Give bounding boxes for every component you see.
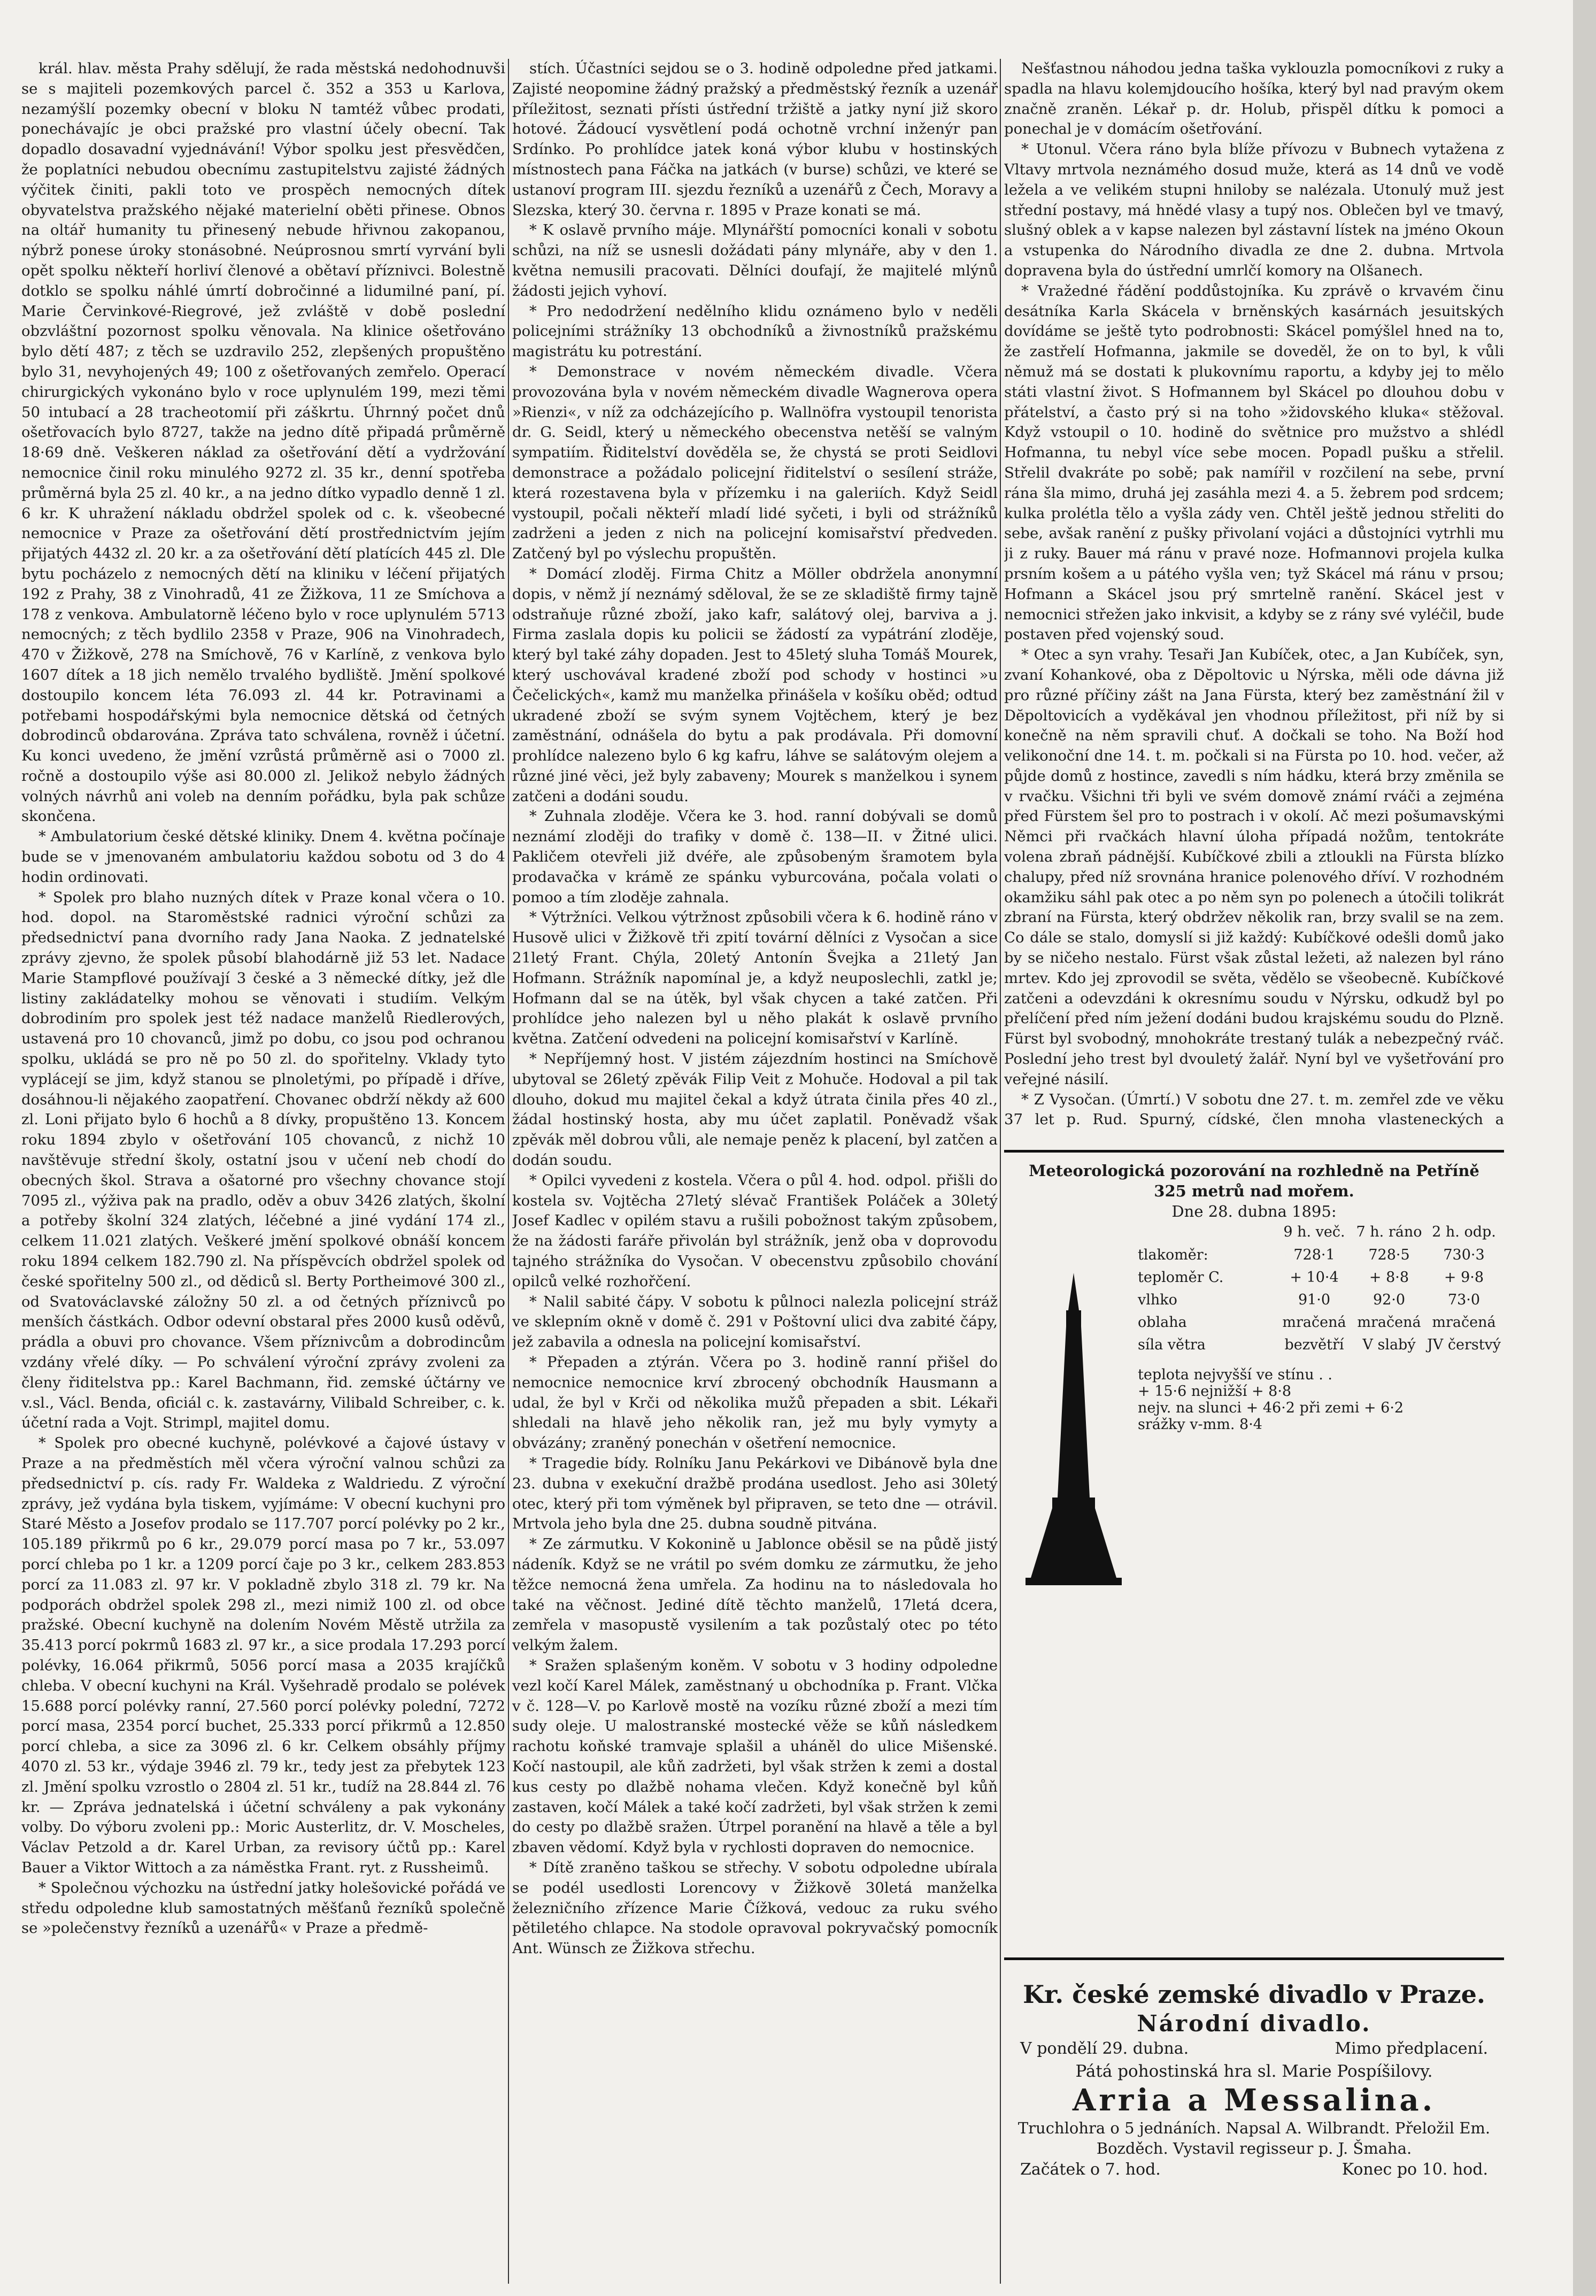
article-paragraph: * Výtržníci. Velkou výtržnost způsobili včera k 6. hodině ráno v Husově ulici v Žižkově tři zpití tovární dělníci z Vysočan a sice 21letý Frant. Chýla, 20letý Antonín Švejka a 21letý Jan Hofmann. Strážník napomínal je, a když neuposlechli, zatkl je; Hofmann dal se na útěk, byl však chycen a také zatčen. Při prohlídce jeho nalezen byl u něho plakát k oslavě prvního května. Zatčení odvedeni na policejní komisařství v Karlíně. <box>512 909 998 1048</box>
weather-row <box>1138 1266 1507 1288</box>
article-paragraph: * Vražedné řádění poddůstojníka. Ku zprávě o krvavém činu desátníka Karla Skácela v brněnských kasárnách jesuitských dovídáme se ještě tyto podrobnosti: Skácel pomýšlel hned na to, že zastřelí Hofmanna, jakmile se doveděl, že on to byl, k vůli němuž má se dostati k plukovnímu raportu, a kdyby jej to mělo státi vlastní život. S Hofmannem byl Skácel po dlouhou dobu v přátelství, a často prý si na toho »židovského kluka« stěžoval. Když vstoupil o 10. hodině do světnice pro mužstvo a shlédl Hofmanna, tu nebyl více sebe mocen. Popadl pušku a střelil. Střelil dvakráte po sobě; pak namířil v rozčilení na sebe, první rána šla mimo, druhá jej zasáhla mezi 4. a 5. žebrem pod srdcem; kulka prolétla tělo a vyšla zády ven. Chtěl ještě jednou střeliti do sebe, avšak ranění z pušky přivolaní vojáci a důstojníci vytrhli mu ji z ruky. Bauer má ránu v pravé noze. Hofmannovi projela kulka prsním košem a u pátého vyšla ven; tyž Skácel má ránu v prsou; Hofmann a Skácel jsou prý smrtelně ranění. Skácel jest v nemocnici střežen jako inkvisit, a kdyby se z rány své vyléčil, bude postaven před vojenský soud. <box>1004 282 1504 643</box>
weather-value: + 8·8 <box>1369 1269 1409 1286</box>
weather-row <box>1138 1333 1507 1356</box>
article-paragraph: * Tragedie bídy. Rolníku Janu Pekárkovi ve Dibánově byla dne 23. dubna v exekuční dražbě prodána usedlost. Jeho asi 30letý otec, který při tom výměnek byl připraven, se teto dne — otrávil. Mrtvola jeho byla dne 25. dubna soudně pitvána. <box>512 1454 998 1533</box>
end-time: Konec po 10. hod. <box>1341 2160 1488 2179</box>
weather-headers <box>1277 1224 1507 1240</box>
article-paragraph: * Utonul. Včera ráno byla blíže přívozu v Bubnech vytažena z Vltavy mrtvola neznámého dosud muže, která as 14 dnů ve vodě ležela a ve velikém stupni hniloby se nalézala. Utonulý muž jest střední postavy, má hnědé vlasy a tupý nos. Oblečen byl ve tmavý, slušný oblek a v kapse nalezen byl zástavní lístek na jméno Okoun a vstupenka do Národního divadla ze dne 2. dubna. Mrtvola dopravena byla do ústřední umrlčí komory na Olšanech. <box>1004 141 1504 279</box>
start-time: Začátek o 7. hod. <box>1020 2160 1161 2179</box>
theatre-advert <box>1004 1979 1504 2181</box>
article-paragraph: * Pro nedodržení nedělního klidu oznámeno bylo v neděli policejními strážníky 13 obchodníků a živnostníků pražskému magistrátu ku potrestání. <box>512 302 998 360</box>
section-rule <box>1004 1957 1504 1960</box>
column-rule <box>508 59 509 2284</box>
column-2 <box>512 59 998 2289</box>
play-description: Truchlohra o 5 jednáních. Napsal A. Wilbrandt. Přeložil Em. Bozděch. Vystavil regisseur p. J. Šmaha. <box>1017 2119 1491 2157</box>
article-paragraph: * Demonstrace v novém německém divadle. Včera provozována byla v novém německém divadle Wagnerova opera »Rienzi«, v níž za odcházejícího p. Wallnöfra vystoupil tenorista dr. G. Seidl, který u německého obecenstva netěší se valným sympatiím. Řiditelství dověděla se, že chystá se proti Seidlovi demonstrace a požádalo policejní řiditelství o sesílení stráže, která rozestavena byla v přízemku i na galeriích. Když Seidl vystoupil, počali někteří mladí lidé syčeti, i byli od strážníků zadrženi a jeden z nich na policejní komisařství předveden. Zatčený byl po výslechu propuštěn. <box>512 363 998 563</box>
theatre-date: V pondělí 29. dubna. <box>1020 2039 1189 2058</box>
weather-header: 7 h. ráno <box>1356 1224 1422 1240</box>
theatre-date-row <box>1004 2038 1504 2060</box>
weather-value: 728·5 <box>1368 1246 1410 1263</box>
column-1 <box>21 59 505 2289</box>
article-paragraph: * Otec a syn vrahy. Tesaři Jan Kubíček, otec, a Jan Kubíček, syn, zvaní Kohankové, oba z Dĕpoltovic u Nýrska, měli ode dávna již pro různé příčiny zášt na Jana Fürsta, který bez zaměstnání žil v Dĕpoltovicích a vyděkával jen vhodnou příležitost, při níž by si konečně na něm spravili chuť. A dočkali se toho. Na Boží hod velikonoční dne 14. t. m. počkali si na Fürsta po 10. hod. večer, až půjde domů z hostince, zavedli s ním hádku, která brzy změnila se v rvačku. Všichni tři byli ve svém domově známí rváči a zejména před Fürstem šel pro to postrach i v okolí. Ač mezi pošumavskými Němci při rvačkách hlavní úloha případá nožům, tentokráte volena zbraň pádnější. Kubíčkové zbili a ztloukli na Fürsta blízko chalupy, před níž srovnána hranice polenového dříví. V rozhodném okamžiku sáhl pak otec a po něm syn po polenech a útočili tolikrát zbraní na Fürsta, který obdržev několik ran, brzy svalil se na zem. Co dále se stalo, domyslí si již každý: Kubíčkové odešli domů jako by se ničeho nestalo. Fürst však zůstal ležeti, až nalezen byl ráno mrtev. Kdo jej zprovodil se světa, vědělo se všeobecně. Kubíčkové zatčeni a odevzdáni k okresnímu soudu v Nýrsku, odkudž byl po přelíčení před ním ježení dodáni budou krajskému soudu do Plzně. Fürst byl svobodný, mnohokráte trestaný tulák a nebezpečný rváč. Poslední jeho trest byl dvouletý žalář. Nyní byl ve vyšetřování pro veřejné násilí. <box>1004 646 1504 1088</box>
article-paragraph: král. hlav. města Prahy sdělují, že rada městská nedohodnuvši se s majiteli pozemkových parcel č. 352 a 353 u Karlova, nezamýšlí pozemky obecní v bloku N tamtéž vůbec prodati, ponechávajíc je obci pražské pro vlastní účely obecní. Tak dopadlo dosavadní vyjednávání! Výbor spolku jest přesvědčen, že poplatníci nebudou obecnímu zastupitelstvu zajisté žádných výčitek činiti, pakli toto ve prospěch nemocných dítek obyvatelstva pražského nějaké materielní oběti přinese. Obnos na oltář humanity tu přinesený nebude hřivnou zakopanou, nýbrž ponese úroky stonásobné. Neúprosnou smrtí vyrvání byli opět spolku někteří horliví členové a obětaví příznivci. Bolestně dotklo se spolku náhlé úmrtí dobročinné a lidumilné paní, pí. Marie Červinkové-Riegrové, jež zvláště v době poslední obzvláštní pozornost spolku věnovala. Na klinice ošetřováno bylo dětí 487; z těch se uzdravilo 252, zlepšených propuštěno bylo 31, nevyhojených 49; 100 z ošetřovaných zemřelo. Operací chirurgických vykonáno bylo v roce uplynulém 199, mezi těmi 50 intubací a 28 tracheotomií při záškrtu. Úhrnný počet dnů ošetřovacích bylo 8727, takže na jedno dítě připadá průměrně 18·69 dně. Veškeren náklad za ošetřování dětí a vydržování nemocnice činil roku minulého 9272 zl. 35 kr., denní spotřeba průměrná byla 25 zl. 40 kr., a na jedno dítko vypadlo denně 1 zl. 6 kr. K uhražení nákladu obdržel spolek od c. k. všeobecné nemocnice v Praze za ošetřování dětí prostřednictvím jejím přijatých 4432 zl. 20 kr. a za ošetřování dětí platících 445 zl. Dle bytu pocházelo z nemocných dětí na kliniku v léčení přijatých 192 z Prahy, 38 z Vinohradů, 41 ze Žižkova, 11 ze Smíchova a 178 z venkova. Ambulatorně léčeno bylo v roce uplynulém 5713 nemocných; z těch bydlilo 2358 v Praze, 906 na Vinohradech, 470 v Žižkově, 278 na Smíchově, 76 v Karlíně, z venkova bylo 1607 dítek a 18 jich nemělo trvalého bydliště. Jmění spolkové dostoupilo koncem léta 76.093 zl. 44 kr. Potravinami a potřebami hospodářskými byla nemocnice dětská od četných dobrodinců obdarována. Zpráva tato schválena, rovněž i účetní. Ku konci uvedeno, že jmění vzrůstá průměrně asi o 7000 zl. ročně a dostoupilo výše asi 80.000 zl. Jelikož nebylo žádných volných návrhů ani voleb na denním pořádku, byla pak schůze skončena. <box>21 60 505 825</box>
temp-rain: srážky v-mm. 8·4 <box>1138 1416 1262 1433</box>
temp-max: + 15·6 nejnižší + 8·8 <box>1138 1383 1292 1400</box>
weather-value: + 9·8 <box>1444 1269 1484 1286</box>
weather-value: 92·0 <box>1373 1291 1406 1308</box>
article-paragraph: * Nalil sabité čápy. V sobotu k půlnoci nalezla policejní stráž ve sklepním okně v domě č. 291 v Poštovní ulici dva zabité čápy, jež zabavila a odnesla na policejní komisařství. <box>512 1293 998 1351</box>
page-edge <box>1573 0 1596 2296</box>
article-paragraph: * Dítě zraněno taškou se střechy. V sobotu odpoledne ubírala se podél usedlosti Lorencovy v Žižkově 30letá manželka železničního zřízence Marie Čížková, vedouc za ruku svého pětiletého chlapce. Na stodole opravoval pokryvačský pomocník Ant. Wünsch ze Žižkova střechu. <box>512 1859 998 1957</box>
weather-value: bezvětří <box>1284 1336 1344 1353</box>
article-paragraph: * Spolek pro obecné kuchyně, polévkové a čajové ústavy v Praze a na předměstích měl včera výroční valnou schůzi za předsednictví p. cís. rady Fr. Waldeka z Waldriedu. Z výroční zprávy, jež vydána byla tiskem, vyjímáme: V obecní kuchyni pro Staré Město a Josefov prodalo se 117.707 porcí polévky po 2 kr., 105.189 přikrmů po 6 kr., 29.079 porcí masa po 7 kr., 53.097 porcí chleba po 1 kr. a 1209 porcí čaje po 3 kr., celkem 283.853 porcí za 11.083 zl. 97 kr. V pokladně zbylo 318 zl. 79 kr. Na podporách obdržel spolek 298 zl., mezi nimiž 100 zl. od obce pražské. Obecní kuchyně na dolením Novém Městě utržila za 35.413 porcí pokrmů 1683 zl. 97 kr., a sice prodala 17.293 porcí polévky, 16.064 přikrmů, 5056 porcí masa a 2035 krajíčků chleba. V obecní kuchyni na Král. Vyšehradě prodalo se polévek 15.688 porcí polévky ranní, 27.560 porcí polévky polední, 7272 porcí masa, 2354 porcí buchet, 25.333 porcí přikrmů a 12.850 porcí chleba, a sice za 3096 zl. 6 kr. Celkem obsáhly příjmy 4070 zl. 53 kr., výdaje 3946 zl. 79 kr., tedy jest za přebytek 123 zl. Jmění spolku vzrostlo o 2804 zl. 51 kr., tudíž na 28.844 zl. 76 kr. — Zpráva jednatelská i účetní schváleny a pak vykonány volby. Do výboru zvoleni pp.: Moric Austerlitz, dr. V. Moscheles, Václav Petzold a dr. Karel Urban, za revisory účtů pp.: Karel Bauer a Viktor Wittoch a za náměstka Frant. ryt. z Russheimů. <box>21 1434 505 1876</box>
weather-value: + 10·4 <box>1290 1269 1339 1286</box>
weather-title: Meteorologická pozorování na rozhledně na Petříně <box>1029 1162 1479 1180</box>
article-paragraph: * Zuhnala zloděje. Včera ke 3. hod. ranní dobývali se domů neznámí zloději do trafiky v domě č. 138—II. v Žitné ulici. Pakličem otevřeli již dvéře, ale způsobeným šramotem byla prodavačka v krámě ze spánku vyburcována, počala volati o pomoo a tím zloděje zahnala. <box>512 808 998 906</box>
weather-date: Dne 28. dubna 1895: <box>1171 1202 1337 1220</box>
weather-value: V slabý <box>1362 1336 1416 1353</box>
article-paragraph: * Sražen splašeným koněm. V sobotu v 3 hodiny odpoledne vezl kočí Karel Málek, zaměstnaný u obchodníka p. Frant. Vlčka v č. 128—V. po Karlově mostě na vozíku různé zboží a mezi tím sudy oleje. U malostranské mostecké věže se kůň následkem rachotu koňské tramvaje splašil a uháněl do ulice Mišenské. Kočí nastoupil, ale kůň zadržeti, byl však stržen k zemi a dostal kus cesty po dlažbě nohama vlečen. Když konečně byl kůň zastaven, kočí Málek a také kočí zadržeti, byl však stržen k zemi do cesty po dlažbě sražen. Útrpel poranění na hlavě a těle a byl zbaven vědomí. Když byla v rychlosti dopraven do nemocnice. <box>512 1656 998 1856</box>
temp-title: teplota nejvyšší ve stínu . . <box>1138 1366 1332 1383</box>
weather-box <box>1004 1161 1504 1931</box>
article-paragraph: * Společnou výchozku na ústřední jatky holešovické pořádá ve středu odpoledne klub samostatných měšťanů řezníků společně se »polečenstvy řezníků a uzenářů« v Praze a předmě- <box>21 1879 505 1937</box>
article-paragraph: * Ambulatorium české dětské kliniky. Dnem 4. května počínaje bude se v jmenovaném ambulatoriu každou sobotu od 3 do 4 hodin ordinovati. <box>21 828 505 886</box>
weather-label: oblaha <box>1138 1314 1187 1331</box>
weather-header: 2 h. odp. <box>1432 1224 1496 1240</box>
theatre-time-row <box>1004 2159 1504 2181</box>
weather-row <box>1138 1311 1507 1333</box>
article-paragraph: * Nepříjemný host. V jistém zájezdním hostinci na Smíchově ubytoval se 26letý zpěvák Filip Veit z Mohuče. Hodoval a pil tak dlouho, dokud mu majitel čekal a když útrata činila přes 40 zl., žádal hostinský hosta, aby mu účet zaplatil. Poněvadž však zpěvák měl dobrou vůli, ale nemaje peněz k placení, byl zatčen a dodán soudu. <box>512 1050 998 1169</box>
article-paragraph: * K oslavě prvního máje. Mlynářští pomocníci konali v sobotu schůzi, na níž se usnesli dožádati pány mlynáře, aby v den 1. května nemusili pracovati. Dělníci doufají, že majitelé mlýnů žádosti jejich vyhoví. <box>512 221 998 300</box>
weather-value: 73·0 <box>1447 1291 1481 1308</box>
weather-subtitle: 325 metrů nad mořem. <box>1154 1182 1354 1200</box>
article-paragraph: Nešťastnou náhodou jedna taška vyklouzla pomocníkovi z ruky a spadla na hlavu kolemjdoucího hošíka, který byl nad pravým okem značně zraněn. Lékař p. dr. Holub, přispěl dítku k pomoci a ponechal je v domácím ošetřování. <box>1004 60 1504 138</box>
weather-value: 91·0 <box>1298 1291 1331 1308</box>
weather-row <box>1138 1243 1507 1266</box>
theatre-subname: Národní divadlo. <box>1137 2010 1371 2037</box>
article-paragraph: stích. Účastníci sejdou se o 3. hodině odpoledne před jatkami. Zajisté neopomine žádný pražský a předměstský řezník a uzenář příležitost, seznati přísti ústřední tržiště a jatky nyní již skoro hotové. Žádoucí vysvětlení podá ochotně vrchní inženýr pan Srdínko. Po prohlídce jatek koná výbor klubu v hostinských místnostech pana Fáčka na jatkách (v burse) schůzi, ve které se ustanoví program III. sjezdu řezníků a uzenářů z Čech, Moravy a Slezska, který 30. června r. 1895 v Praze konati se má. <box>512 60 998 219</box>
petrin-tower-icon <box>1015 1268 1132 1588</box>
weather-value: 728·1 <box>1293 1246 1335 1263</box>
weather-value: JV čerstvý <box>1427 1336 1501 1353</box>
article-paragraph: * Domácí zloděj. Firma Chitz a Möller obdržela anonymní dopis, v němž jí neznámý sděloval, že se ze skladiště firmy tajně odstraňuje různé zboží, jako kafr, salátový olej, barviva a j. Firma zaslala dopis ku policii se žádostí za vypátrání zloděje, který byl také záhy dopaden. Jest to 45letý sluha Tomáš Mourek, který uschovával kradené zboží pod schody v hostinci »u Čečelických«, kamž mu manželka přinášela v košíku oběd; odtud ukradené zboží se svým synem Vojtěchem, který je bez zaměstnání, odnášela do bytu a pak prodávala. Při domovní prohlídce nalezeno bylo 6 kg kafru, láhve se salátovým olejem a různé jiné věci, jež byly zabaveny; Mourek s manželkou i synem zatčeni a dodáni soudu. <box>512 565 998 805</box>
play-title: Arria a Messalina. <box>1072 2083 1436 2118</box>
theatre-note: Mimo předplacení. <box>1335 2039 1488 2058</box>
temp-sun: nejv. na slunci + 46·2 při zemi + 6·2 <box>1138 1400 1404 1416</box>
weather-label: síla větra <box>1138 1336 1206 1353</box>
section-rule <box>1004 1150 1504 1153</box>
weather-value: mračená <box>1357 1314 1421 1331</box>
article-paragraph: * Ze zármutku. V Kokonině u Jablonce oběsil se na půdě jistý nádeník. Když se ne vrátil po svém domku ze zármutku, že jeho těžce nemocná žena umřela. Za hodinu na to následovala ho také na věčnost. Jediné dítě těchto manželů, 17letá dcera, zemřela v masopustě vysilením a tak pozůstalý otec po této velkým žalem. <box>512 1535 998 1654</box>
column-rule <box>1000 59 1001 2284</box>
theatre-performance: Pátá pohostinská hra sl. Marie Pospíšilovy. <box>1075 2062 1433 2081</box>
article-paragraph: * Opilci vyvedeni z kostela. Včera o půl 4. hod. odpol. přišli do kostela sv. Vojtěcha 27letý slévač František Poláček a 30letý Josef Kadlec v opilém stavu a rušili pobožnost takým způsobem, že na žádosti faráře přivolán byl strážník, jenž oba v doprovodu tajného strážníka do Vysočan. V obecenstvu způsobilo chování opilců velké rozhořčení. <box>512 1171 998 1290</box>
weather-value: mračená <box>1432 1314 1496 1331</box>
article-paragraph: * Z Vysočan. (Úmrtí.) V sobotu dne 27. t. m. zemřel zde ve věku 37 let p. Rud. Spurný, cídské, člen mnoha vlasteneckých a <box>1004 1091 1504 1128</box>
article-paragraph: * Přepaden a ztýrán. Včera po 3. hodině ranní přišel do nemocnice nemocnice krví zbrocený obchodník Hausmann a udal, že byl v Krči od několika mužů přepaden a sbit. Lékaři shledali na hlavě jeho několik ran, jež mu byly vymyty a obvázány; zraněný ponechán v ošetření nemocnice. <box>512 1354 998 1452</box>
article-paragraph: * Spolek pro blaho nuzných dítek v Praze konal včera o 10. hod. dopol. na Staroměstské radnici výroční schůzi za předsednictví pana dvorního rady Jana Naoka. Z jednatelské zprávy zjevno, že spolek působí blahodárně již 53 let. Nadace Marie Stampflové používají 3 české a 3 německé dítky, jež dle listiny zakládatelky mohou se věnovati i studiím. Velkým dobrodiním pro spolek jest též nadace manželů Riedlerových, ustavená pro 10 chovanců, jimž po dobu, co jsou pod ochranou spolku, ukládá se pro ně po 50 zl. do spořitelny. Vklady tyto vyplácejí se jim, když stanou se plnoletými, po případě i dříve, dosáhnou-li nějakého zaopatření. Chovanec obdrží někdy až 600 zl. Loni přijato bylo 6 hochů a 8 dívky, propuštěno 13. Koncem roku 1894 zbylo v ošetřování 105 chovanců, z nichž 10 navštěvuje střední školy, ostatní jsou v učení neb chodí do obecných škol. Strava a ošatorné pro všechny chovance stojí 7095 zl., výživa pak na pradlo, oděv a obuv 3426 zlatých, školní a potřeby školní 324 zlatých, léčebné a jiné vydání 174 zl., celkem 11.021 zlatých. Veškeré jmění spolkové obnáší koncem roku 1894 celkem 182.790 zl. Na příspěvcích obdržel spolek od české spořitelny 500 zl., od dědiců sl. Berty Portheimové 300 zl., od Svatováclavské záložny 50 zl. a od četných příznivců po menších částkách. Odbor odevní obstaral přes 2000 kusů oděvů, prádla a obuvi pro chovance. Všem příznivcům a dobrodincům vzdány vřelé díky. — Po schválení výroční zprávy zvoleni za členy řiditelstva pp.: Karel Bachmann, řid. zemské účtárny ve v.sl., Václ. Benda, oficiál c. k. zastavárny, Vilibald Schreiber, c. k. účetní rada a Vojt. Strimpl, majitel domu. <box>21 888 505 1432</box>
theatre-name: Kr. české zemské divadlo v Praze. <box>1023 1980 1485 2009</box>
weather-value: 730·3 <box>1443 1246 1485 1263</box>
weather-label: vlhko <box>1138 1291 1177 1308</box>
weather-row <box>1138 1288 1507 1311</box>
column-3 <box>1004 59 1504 1128</box>
weather-label: teploměr C. <box>1138 1269 1224 1286</box>
weather-value: mračená <box>1282 1314 1346 1331</box>
weather-table <box>1138 1243 1507 1433</box>
weather-header: 9 h. več. <box>1283 1224 1345 1240</box>
weather-label: tlakoměr: <box>1138 1246 1208 1263</box>
